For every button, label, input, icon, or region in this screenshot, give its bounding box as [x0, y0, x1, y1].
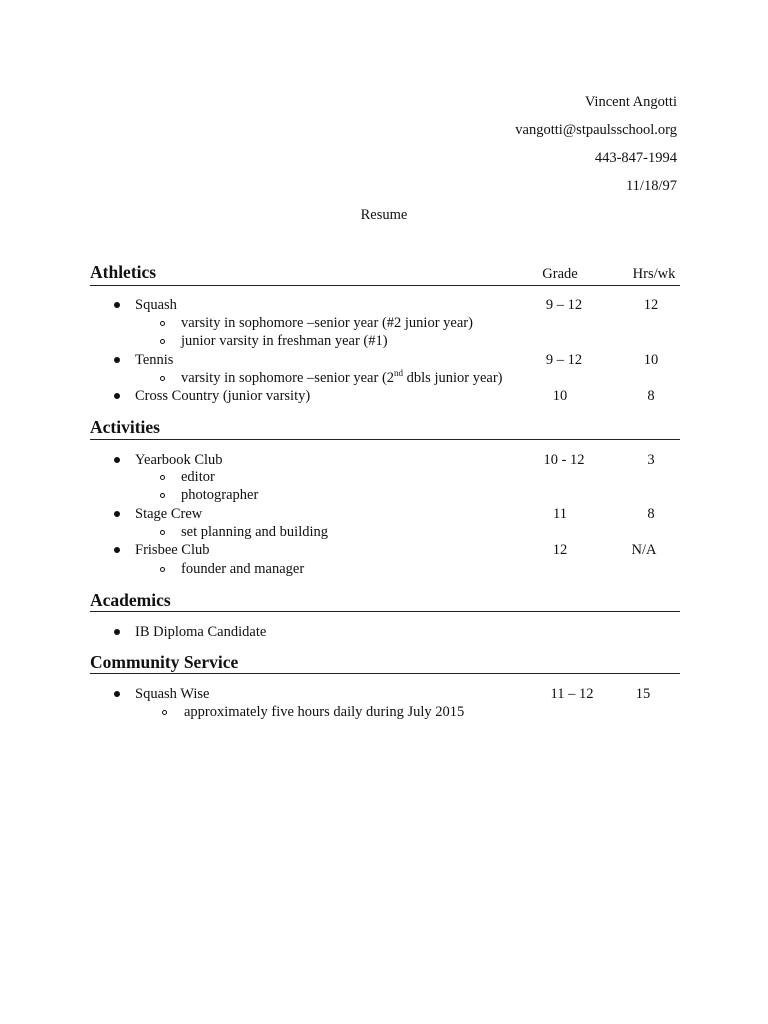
athletics-cross-country-grade: 10	[552, 388, 568, 404]
activities-stage-crew-grade: 11	[553, 506, 567, 522]
contact-name: Vincent Angotti	[584, 94, 677, 110]
academics-ib-label: IB Diploma Candidate	[135, 624, 267, 640]
column-header-hours: Hrs/wk	[632, 266, 676, 282]
bullet	[114, 511, 120, 517]
sub-bullet	[160, 339, 165, 344]
sub-bullet	[160, 475, 165, 480]
bullet	[114, 357, 120, 363]
athletics-tennis-grade: 9 – 12	[545, 352, 583, 368]
sub-bullet	[162, 710, 167, 715]
bullet	[114, 457, 120, 463]
section-rule-academics	[90, 611, 680, 612]
athletics-tennis-hours: 10	[643, 352, 659, 368]
sub-bullet	[160, 321, 165, 326]
athletics-squash-label: Squash	[135, 297, 177, 313]
section-heading-athletics: Athletics	[90, 262, 157, 282]
activities-frisbee-hours: N/A	[631, 542, 657, 558]
document-date: 11/18/97	[625, 178, 677, 194]
sub-bullet	[160, 530, 165, 535]
sub-bullet	[160, 567, 165, 572]
community-squash-wise-label: Squash Wise	[135, 686, 210, 702]
column-header-grade: Grade	[542, 266, 578, 282]
bullet	[114, 629, 120, 635]
activities-yearbook-detail: editor	[181, 469, 215, 485]
activities-frisbee-label: Frisbee Club	[135, 542, 210, 558]
section-rule-athletics	[90, 285, 680, 286]
section-heading-academics: Academics	[90, 590, 171, 610]
contact-email: vangotti@stpaulsschool.org	[515, 122, 677, 138]
contact-phone: 443-847-1994	[594, 150, 677, 166]
section-rule-community-service	[90, 673, 680, 674]
activities-stage-crew-hours: 8	[647, 506, 655, 522]
athletics-tennis-label: Tennis	[135, 352, 174, 368]
community-squash-wise-detail: approximately five hours daily during July 2015	[184, 704, 465, 720]
sub-bullet	[160, 376, 165, 381]
bullet	[114, 393, 120, 399]
athletics-cross-country-label: Cross Country (junior varsity)	[135, 388, 311, 404]
bullet	[114, 547, 120, 553]
athletics-tennis-detail	[181, 369, 503, 387]
community-squash-wise-hours: 15	[635, 686, 651, 702]
athletics-squash-detail: junior varsity in freshman year (#1)	[181, 333, 388, 349]
bullet	[114, 691, 120, 697]
activities-stage-crew-label: Stage Crew	[135, 506, 203, 522]
sub-bullet	[160, 493, 165, 498]
activities-yearbook-label: Yearbook Club	[135, 452, 223, 468]
tennis-detail-superscript: nd	[394, 368, 404, 379]
athletics-squash-detail: varsity in sophomore –senior year (#2 junior year)	[181, 315, 473, 331]
activities-yearbook-detail: photographer	[181, 487, 259, 503]
tennis-detail-part: varsity in sophomore –senior year (2	[181, 370, 395, 386]
athletics-cross-country-hours: 8	[647, 388, 655, 404]
document-title: Resume	[360, 207, 408, 223]
section-heading-activities: Activities	[90, 417, 160, 437]
activities-yearbook-grade: 10 - 12	[543, 452, 585, 468]
tennis-detail-part: dbls junior year)	[403, 370, 503, 386]
section-heading-community-service: Community Service	[90, 652, 239, 672]
activities-frisbee-grade: 12	[552, 542, 568, 558]
bullet	[114, 302, 120, 308]
activities-yearbook-hours: 3	[647, 452, 655, 468]
section-rule-activities	[90, 439, 680, 440]
athletics-squash-hours: 12	[643, 297, 659, 313]
athletics-squash-grade: 9 – 12	[545, 297, 583, 313]
activities-stage-crew-detail: set planning and building	[181, 524, 328, 540]
community-squash-wise-grade: 11 – 12	[550, 686, 594, 702]
activities-frisbee-detail: founder and manager	[181, 561, 305, 577]
